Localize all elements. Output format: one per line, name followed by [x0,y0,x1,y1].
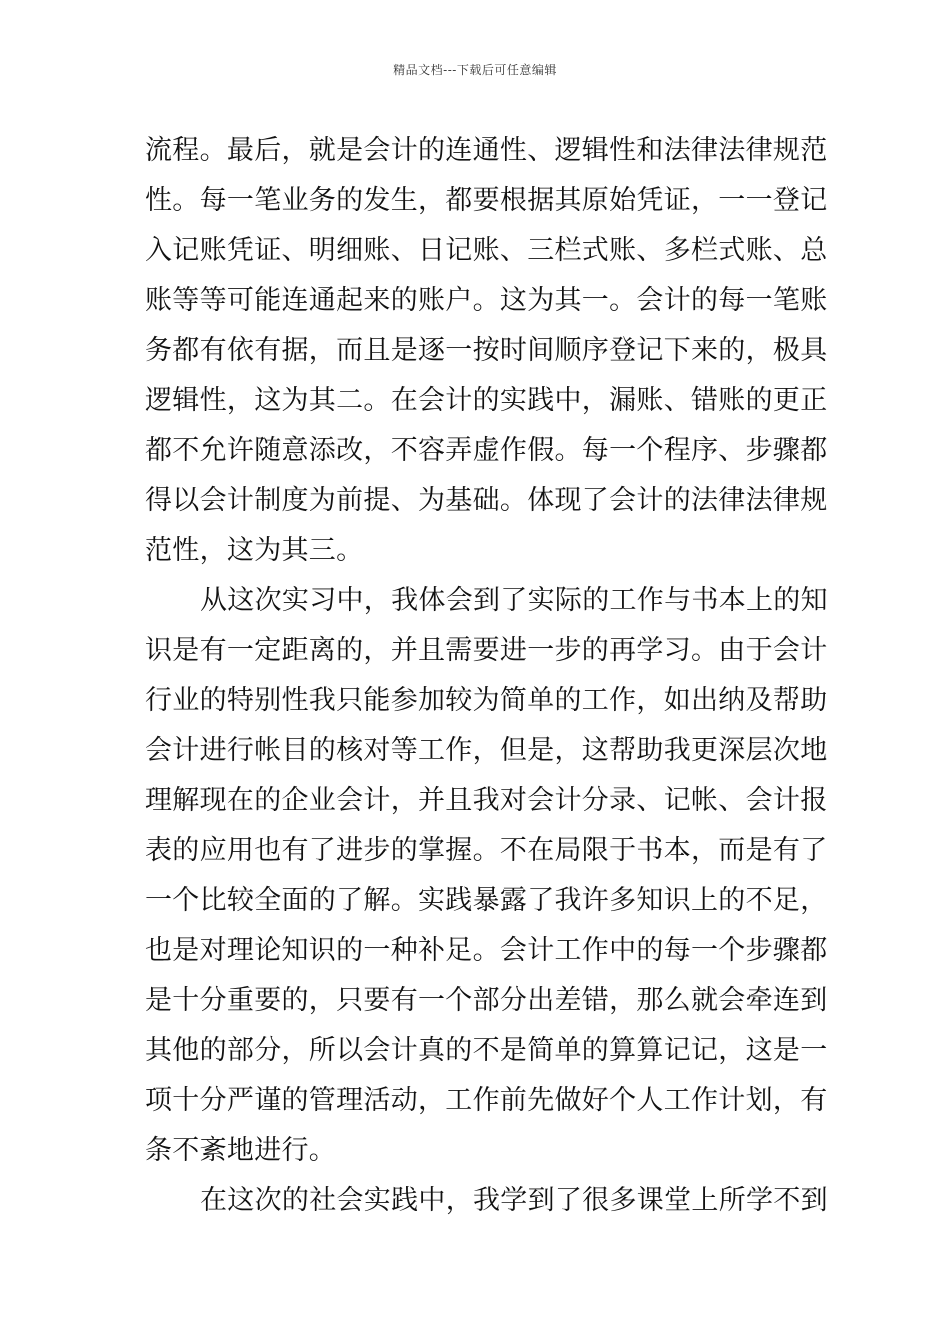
text-line: 条不紊地进行。 [145,1135,337,1166]
text-line: 表的应用也有了进步的掌握。不在局限于书本，而是有了 [145,835,828,866]
page-header: 精品文档---下载后可任意编辑 [393,63,557,77]
text-line: 行业的特别性我只能参加较为简单的工作，如出纳及帮助 [145,685,828,716]
text-line: 一个比较全面的了解。实践暴露了我许多知识上的不足， [145,885,828,916]
text-line: 流程。最后，就是会计的连通性、逻辑性和法律法律规范 [145,135,828,166]
paragraph [145,126,828,576]
text-line: 是十分重要的，只要有一个部分出差错，那么就会牵连到 [145,985,828,1016]
text-line: 在这次的社会实践中，我学到了很多课堂上所学不到 [200,1185,828,1216]
text-line: 都不允许随意添改，不容弄虚作假。每一个程序、步骤都 [145,435,828,466]
paragraph [145,576,828,1176]
text-line: 逻辑性，这为其二。在会计的实践中，漏账、错账的更正 [145,385,828,416]
text-line: 范性，这为其三。 [145,535,364,566]
text-line: 项十分严谨的管理活动，工作前先做好个人工作计划，有 [145,1085,828,1116]
paragraph [145,1176,828,1226]
text-line: 识是有一定距离的，并且需要进一步的再学习。由于会计 [145,635,828,666]
text-line: 也是对理论知识的一种补足。会计工作中的每一个步骤都 [145,935,828,966]
text-line: 理解现在的企业会计，并且我对会计分录、记帐、会计报 [145,785,828,816]
text-line: 其他的部分，所以会计真的不是简单的算算记记，这是一 [145,1035,828,1066]
text-line: 性。每一笔业务的发生，都要根据其原始凭证，一一登记 [145,185,828,216]
text-line: 务都有依有据，而且是逐一按时间顺序登记下来的，极具 [145,335,828,366]
text-line: 从这次实习中，我体会到了实际的工作与书本上的知 [200,585,828,616]
text-line: 得以会计制度为前提、为基础。体现了会计的法律法律规 [145,485,828,516]
text-line: 账等等可能连通起来的账户。这为其一。会计的每一笔账 [145,285,828,316]
text-line: 会计进行帐目的核对等工作，但是，这帮助我更深层次地 [145,735,828,766]
document-body [145,126,828,1226]
text-line: 入记账凭证、明细账、日记账、三栏式账、多栏式账、总 [145,235,828,266]
